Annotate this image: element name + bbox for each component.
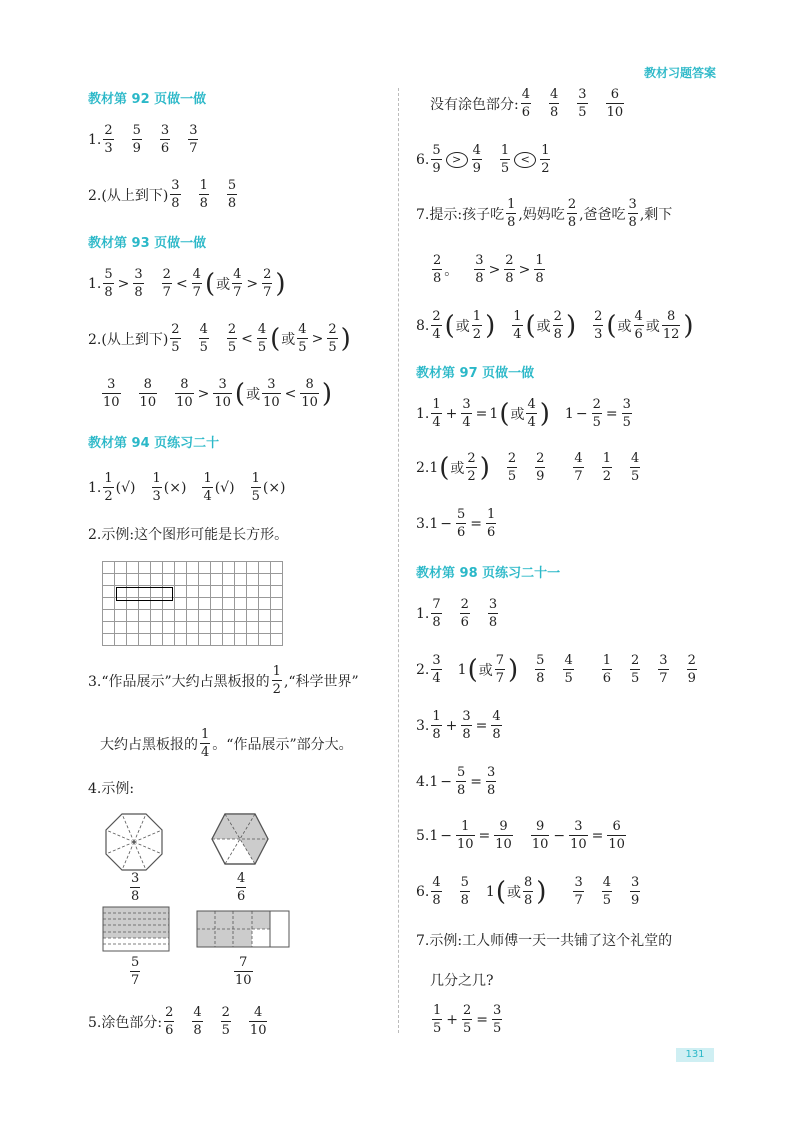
answer-94-5: 5.涂色部分: $\frac{2}{6}$ $\frac{4}{8}$ $\frac{2}{5}$ $\frac{4}{10}$ (88, 1005, 267, 1038)
answer-97-1: 1. $\frac{1}{4}$ + $\frac{3}{4}$ = 1 ( 或 $\frac{4}{4}$ ) 1 − $\frac{2}{5}$ = $\frac{3}{5}$ (416, 397, 631, 430)
answer-98-5: 5.1 − $\frac{1}{10}$ = $\frac{9}{10}$ $\frac{9}{10}$ − $\frac{3}{10}$ = $\frac{6}{10}$ (416, 819, 625, 852)
column-divider (398, 88, 399, 1033)
striped-rectangle-figure (102, 906, 170, 952)
answer-98-1: 1. $\frac{7}{8}$ $\frac{2}{6}$ $\frac{3}{8}$ (416, 597, 498, 630)
answer-93-2b: $\frac{3}{10}$ $\frac{8}{10}$ $\frac{8}{10}$ > $\frac{3}{10}$ ( 或 $\frac{3}{10}$ < $\frac{8}{10}$ ) (103, 377, 333, 410)
answer-94-3b: 大约占黑板报的 $\frac{1}{4}$ 。“作品展示”部分大。 (100, 727, 353, 760)
answer-94-7: 7.提示:孩子吃 $\frac{1}{8}$ ,妈妈吃 $\frac{2}{8}$ ,爸爸吃 $\frac{3}{8}$ ,剩下 (416, 197, 673, 230)
answer-94-7b: $\frac{2}{8}$ 。 $\frac{3}{8}$ > $\frac{2}{8}$ > $\frac{1}{8}$ (433, 253, 544, 286)
octagon-figure (104, 812, 164, 872)
section-p93: 教材第 93 页做一做 (88, 236, 207, 251)
grid-rectangle (116, 587, 173, 601)
answer-94-4: 4.示例: (88, 781, 135, 797)
answer-94-5b: 没有涂色部分: $\frac{4}{6}$ $\frac{4}{8}$ $\frac{3}{5}$ $\frac{6}{10}$ (430, 87, 624, 120)
grid-figure (102, 561, 283, 646)
shape-label-3: $\frac{5}{7}$ (131, 955, 140, 988)
answer-97-3: 3.1 − $\frac{5}{6}$ = $\frac{1}{6}$ (416, 507, 496, 540)
section-p97: 教材第 97 页做一做 (416, 366, 535, 381)
answer-94-8: 8. $\frac{2}{4}$ ( 或 $\frac{1}{2}$ ) $\frac{1}{4}$ ( 或 $\frac{2}{8}$ ) $\frac{2}{3}$ ( 或 $\frac{4}{6}$ 或 $\frac{8}{12}$ ) (416, 309, 694, 342)
section-p98: 教材第 98 页练习二十一 (416, 566, 561, 581)
answer-98-7b: 几分之几? (430, 973, 494, 989)
answer-94-3a: 3.“作品展示”大约占黑板报的 $\frac{1}{2}$ ,“科学世界” (88, 664, 359, 697)
answer-98-7a: 7.示例:工人师傅一天一共铺了这个礼堂的 (416, 933, 673, 949)
label: 2.(从上到下) (88, 187, 169, 204)
answer-92-2: 2.(从上到下) $\frac{3}{8}$ $\frac{1}{8}$ $\frac{5}{8}$ (88, 178, 237, 211)
section-p94: 教材第 94 页练习二十 (88, 436, 220, 451)
answer-98-3: 3. $\frac{1}{8}$ + $\frac{3}{8}$ = $\frac{4}{8}$ (416, 709, 501, 742)
answer-98-2: 2. $\frac{3}{4}$ 1 ( 或 $\frac{7}{7}$ ) $\frac{5}{8}$ $\frac{4}{5}$ $\frac{1}{6}$ $\frac{2}{5}$ $\frac{3}{7}$ $\frac{2}{9}$ (416, 653, 696, 686)
shape-label-2: $\frac{4}{6}$ (237, 871, 246, 904)
shape-label-1: $\frac{3}{8}$ (131, 871, 140, 904)
section-p92: 教材第 92 页做一做 (88, 92, 207, 107)
answer-92-1: 1. $\frac{2}{3}$ $\frac{5}{9}$ $\frac{3}{6}$ $\frac{3}{7}$ (88, 123, 198, 156)
header-title: 教材习题答案 (643, 66, 716, 80)
answer-94-6: 6. $\frac{5}{9}$ > $\frac{4}{9}$ $\frac{1}{5}$ < $\frac{1}{2}$ (416, 143, 550, 176)
answer-94-1: 1. $\frac{1}{2}$ (√) $\frac{1}{3}$ (×) $\frac{1}{4}$ (√) $\frac{1}{5}$ (×) (88, 471, 286, 504)
answer-98-4: 4.1 − $\frac{5}{8}$ = $\frac{3}{8}$ (416, 765, 496, 798)
answer-97-2: 2.1 ( 或 $\frac{2}{2}$ ) $\frac{2}{5}$ $\frac{2}{9}$ $\frac{4}{7}$ $\frac{1}{2}$ $\frac{4}{5}$ (416, 451, 640, 484)
grid-rectangle-figure (196, 910, 290, 948)
hexagon-figure (210, 812, 270, 866)
shape-label-4: $\frac{7}{10}$ (235, 955, 252, 988)
answer-98-6: 6. $\frac{4}{8}$ $\frac{5}{8}$ 1 ( 或 $\frac{8}{8}$ ) $\frac{3}{7}$ $\frac{4}{5}$ $\frac{3}{9}$ (416, 875, 640, 908)
answer-98-7c: $\frac{1}{5}$ + $\frac{2}{5}$ = $\frac{3}{5}$ (433, 1003, 502, 1036)
answer-93-2: 2.(从上到下) $\frac{2}{5}$ $\frac{4}{5}$ $\frac{2}{5}$ < $\frac{4}{5}$ ( 或 $\frac{4}{5}$ > $\frac{2}{5}$ ) (88, 322, 351, 355)
page-number: 131 (676, 1048, 714, 1062)
answer-94-2: 2.示例:这个图形可能是长方形。 (88, 527, 289, 543)
answer-93-1: 1. $\frac{5}{8}$ > $\frac{3}{8}$ $\frac{2}{7}$ < $\frac{4}{7}$ ( 或 $\frac{4}{7}$ > $\frac{2}{7}$ ) (88, 267, 286, 300)
